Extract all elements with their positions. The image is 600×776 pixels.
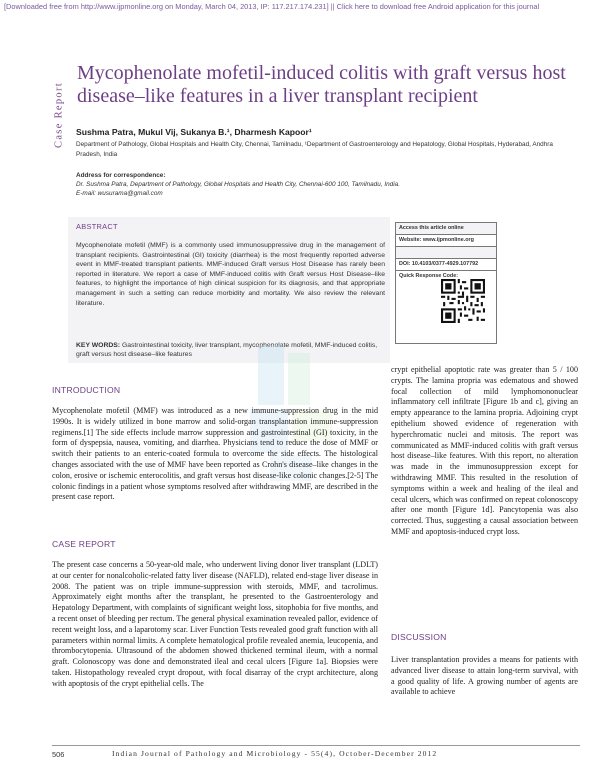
discussion-text: Liver transplantation provides a means for patients with advanced liver disease to attain long-term survival, with a good quality of life. A growing number of agents are available to achieve xyxy=(391,655,578,697)
keywords-label: KEY WORDS: xyxy=(76,342,121,349)
correspondence-address: Dr. Sushma Patra, Department of Pathology, Global Hospitals and Health City, Chennai-600 100, Tamilnadu, India. xyxy=(76,181,400,188)
access-box-title: Access this article online xyxy=(396,223,496,235)
correspondence-block xyxy=(76,171,566,198)
keywords-text: Gastrointestinal toxicity, liver transplant, mycophenolate mofetil, MMF-induced colitis, graft versus host disease–like features xyxy=(76,342,378,359)
author-list: Sushma Patra, Mukul Vij, Sukanya B.¹, Dharmesh Kapoor¹ xyxy=(76,127,312,137)
abstract-text: Mycophenolate mofetil (MMF) is a commonly used immunosuppressive drug in the management of transplant recipients. Gastrointestinal (GI) toxicity (diarrhea) is the most frequently reported adverse event in MMF-treated transplant patients. MMF-induced Graft versus Host Disease has rarely been reported in literature. We report a case of MMF-induced colitis with Graft versus Host Disease–like features, to highlight the importance of high clinical suspicion for its diagnosis, and that appropriate management in such a setting can reduce morbidity and mortality. We also review the relevant literature. xyxy=(76,242,385,307)
affiliation: Department of Pathology, Global Hospitals and Health City, Chennai, Tamilnadu, ¹Department of Gastroenterology and Hepatology, Global Hospitals, Hyderabad, Andhra Pradesh, India xyxy=(76,141,553,158)
page-number: 506 xyxy=(52,750,65,759)
case-report-continued: crypt epithelial apoptotic rate was greater than 5 / 100 crypts. The lamina propria was edematous and showed focal collection of mild lymphomononuclear inflammatory cell infiltrate [Figure 1b and c], giving an empty appearance to the lamina propria. Adjoining crypt epithelium showed evidence of regeneration with hyperchromatic nuclei and mitosis. The report was communicated as MMF-induced colitis with graft versus host disease–like features. With this report, no alteration was made in the immunosuppression except for withdrawing MMF. This resulted in the resolution of symptoms within a week and healing of the ileal and cecal ulcers, which was confirmed on repeat colonoscopy after one month [Figure 1d]. Pancytopenia was also corrected. Thus, suggesting a causal association between MMF and apoptosis-induced crypt loss. xyxy=(391,365,578,536)
footer-rule xyxy=(52,745,580,746)
journal-citation: Indian Journal of Pathology and Microbiology - 55(4), October-December 2012 xyxy=(112,749,438,758)
qr-label: Quick Response Code: xyxy=(399,273,459,279)
discussion-heading: DISCUSSION xyxy=(391,632,447,642)
article-title: Mycophenolate mofetil-induced colitis with graft versus host disease–like features in a liver transplant recipient xyxy=(77,62,566,107)
introduction-heading: INTRODUCTION xyxy=(52,385,121,395)
article-type-text: Case Report xyxy=(53,82,65,148)
download-banner[interactable]: [Downloaded free from http://www.ijpmonline.org on Monday, March 04, 2013, IP: 117.217.174.231] || Click here to download free Android application for this journal xyxy=(4,2,540,11)
case-report-text: The present case concerns a 50-year-old male, who underwent living donor liver transplant (LDLT) at our center for nonalcoholic-related fatty liver disease (NAFLD), related end-stage liver disease in 2008. The patient was on triple immune-suppression with steroids, MMF, and tacrolimus. Approximately eight months after the transplant, he presented to the Gastroenterology and Hepatology Department, with complaints of significant weight loss, sitophobia for five months, and a recent onset of bleeding per rectum. The general physical examination revealed pallor, evidence of recent weight loss, and a laparotomy scar. Liver Function Tests revealed good graft function with all parameters within normal limits. A complete hematological profile revealed anemia, leucopenia, and thrombocytopenia. Ultrasound of the abdomen showed thickened terminal ileum, with a normal graft. Colonoscopy was done and demonstrated ileal and cecal ulcers [Figure 1a]. Biopsies were taken. Histopathology revealed crypt dropout, with focal disarray of the crypt architecture, along with apoptosis of the crypt epithelial cells. The xyxy=(52,560,378,688)
access-box-website[interactable]: Website: www.ijpmonline.org xyxy=(396,235,496,247)
article-type-label xyxy=(52,66,66,164)
case-report-heading: CASE REPORT xyxy=(52,539,116,549)
abstract-heading: ABSTRACT xyxy=(76,222,118,231)
qr-code-icon[interactable] xyxy=(441,279,485,323)
correspondence-heading: Address for correspondence: xyxy=(76,172,166,179)
access-box-doi[interactable]: DOI: 10.4103/0377-4929.107792 xyxy=(396,259,496,271)
introduction-text: Mycophenolate mofetil (MMF) was introduced as a new immune-suppression drug in the mid 1990s. It is widely utilized in bone marrow and solid-organ transplantation immune-suppression regimens.[1] The side effects include marrow suppression and gastrointestinal (GI) toxicity, in the form of dyspepsia, nausea, vomiting, and diarrhea. Physicians tend to reduce the dose of MMF or switch their patients to an enteric-coated formula to overcome the side effects. The histological changes associated with the use of MMF have been reported as Crohn's disease–like changes in the colon, erosive or ischemic enterocolitis, and graft versus host disease-like colonic changes.[2-5] The colonic findings in a patient whose symptoms resolved after withdrawing MMF, are described in the present case report. xyxy=(52,406,378,502)
correspondence-email[interactable]: E-mail: wusurama@gmail.com xyxy=(76,190,163,197)
access-online-box xyxy=(395,222,497,344)
access-box-spacer xyxy=(396,247,496,259)
